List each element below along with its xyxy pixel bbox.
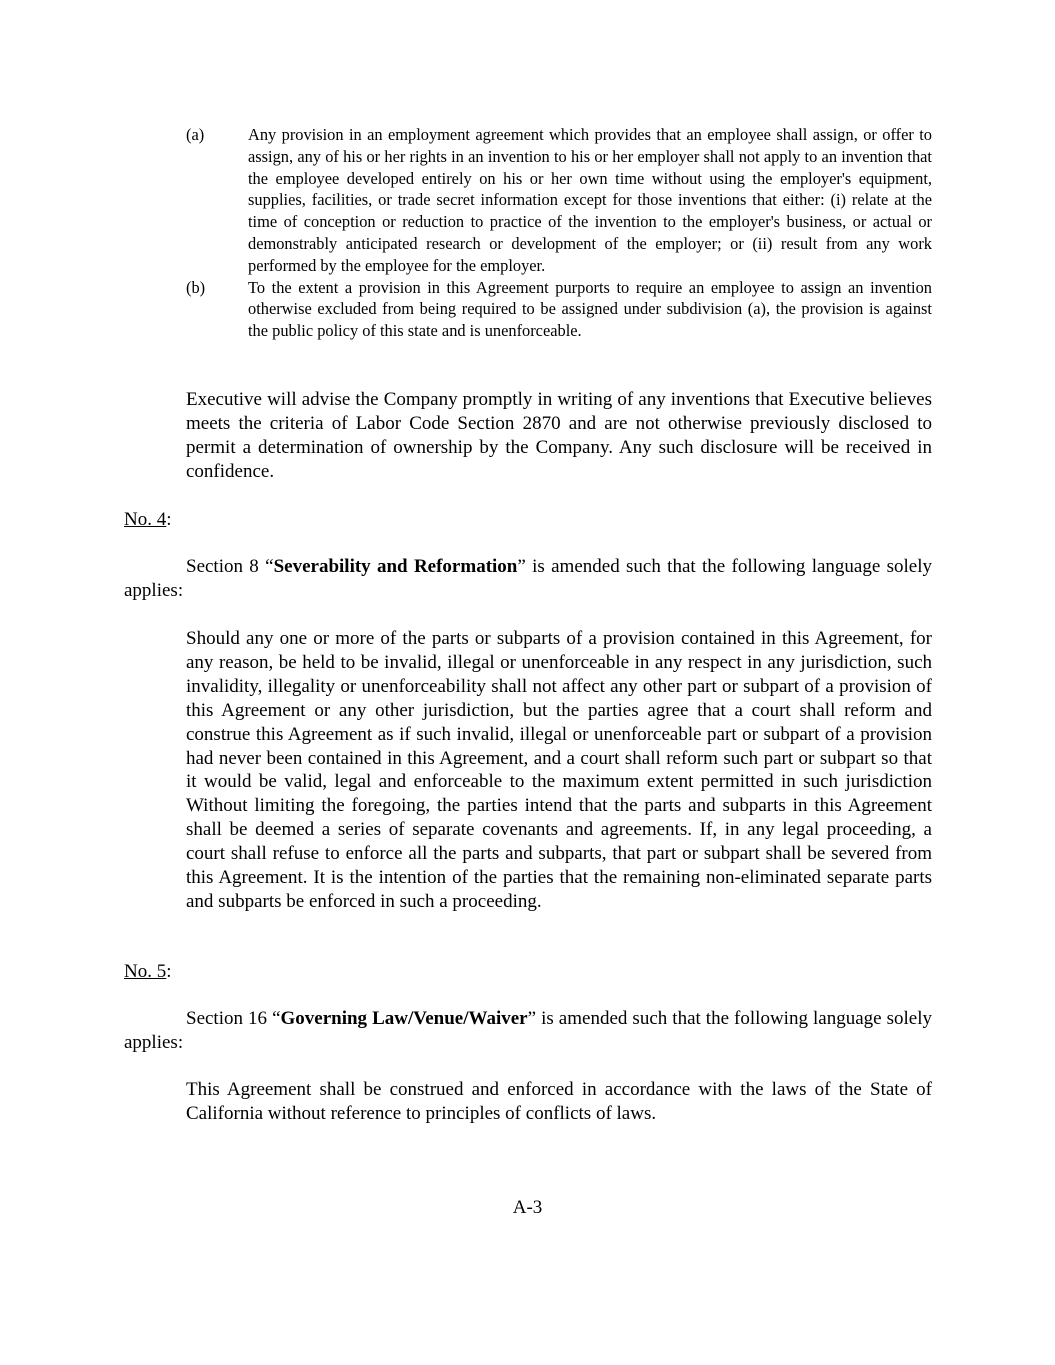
disclosure-paragraph: Executive will advise the Company promptly in writing of any inventions that Executive believes meets the criteria of Labor Code Section 2870 and are not otherwise previously disclosed to permit a determination of ownership by the Company. Any such disclosure will be received in confidence.: [186, 389, 932, 482]
heading-colon: :: [166, 961, 172, 982]
list-marker: (a): [186, 125, 205, 144]
amendment-5-body: This Agreement shall be construed and enforced in accordance with the laws of the State of California without reference to principles of conflicts of laws.: [186, 1079, 932, 1124]
amendment-5-intro: [124, 1007, 932, 1055]
list-item-text: Any provision in an employment agreement which provides that an employee shall assign, or offer to assign, any of his or her rights in an invention to his or her employer shall not apply to an invention that the employee developed entirely on his or her own time without using the employer's equipment, supplies, facilities, or trade secret information except for those inventions that either: (i) relate at the time of conception or reduction to practice of the invention to the employer's business, or actual or demonstrably anticipated research or development of the employer; or (ii) result from any work performed by the employee for the employer.: [248, 125, 932, 275]
heading-colon: :: [166, 509, 172, 530]
amendment-5-heading: [124, 960, 172, 984]
intro-text: Section 16 “: [186, 1008, 281, 1029]
list-item-text: To the extent a provision in this Agreement purports to require an employee to assign an invention otherwise excluded from being required to be assigned under subdivision (a), the provision is against the public policy of this state and is unenforceable.: [248, 277, 932, 341]
list-item: [186, 124, 932, 277]
list-item: [186, 277, 932, 342]
amendment-4-heading: [124, 508, 172, 532]
section-title: Governing Law/Venue/Waiver: [280, 1008, 528, 1029]
list-marker: (b): [186, 277, 206, 297]
amendment-4-intro: [124, 555, 932, 603]
page-number: A-3: [512, 1197, 543, 1218]
intro-text: ” is amended such that the following language solely applies:: [124, 1008, 932, 1053]
amendment-5-label: No. 5: [124, 961, 167, 982]
intro-text: ” is amended such that the following language solely applies:: [124, 556, 932, 601]
amendment-4-label: No. 4: [124, 509, 167, 530]
statute-list: [186, 124, 932, 342]
amendment-4-body: Should any one or more of the parts or subparts of a provision contained in this Agreement, for any reason, be held to be invalid, illegal or unenforceable in any respect in any jurisdiction, such invalidity, illegality or unenforceability shall not affect any other part or subpart of a provision of this Agreement or any other jurisdiction, but the parties agree that a court shall reform and construe this Agreement as if such invalid, illegal or unenforceable part or subpart of a provision had never been contained in this Agreement, and a court shall reform such part or subpart so that it would be valid, legal and enforceable to the maximum extent permitted in such jurisdiction Without limiting the foregoing, the parties intend that the parts and subparts in this Agreement shall be deemed a series of separate covenants and agreements. If, in any legal proceeding, a court shall refuse to enforce all the parts and subparts, that part or subpart shall be severed from this Agreement. It is the intention of the parties that the remaining non-eliminated separate parts and subparts be enforced in such a proceeding.: [186, 628, 932, 912]
intro-text: Section 8 “: [186, 556, 274, 577]
section-title: Severability and Reformation: [273, 556, 518, 577]
